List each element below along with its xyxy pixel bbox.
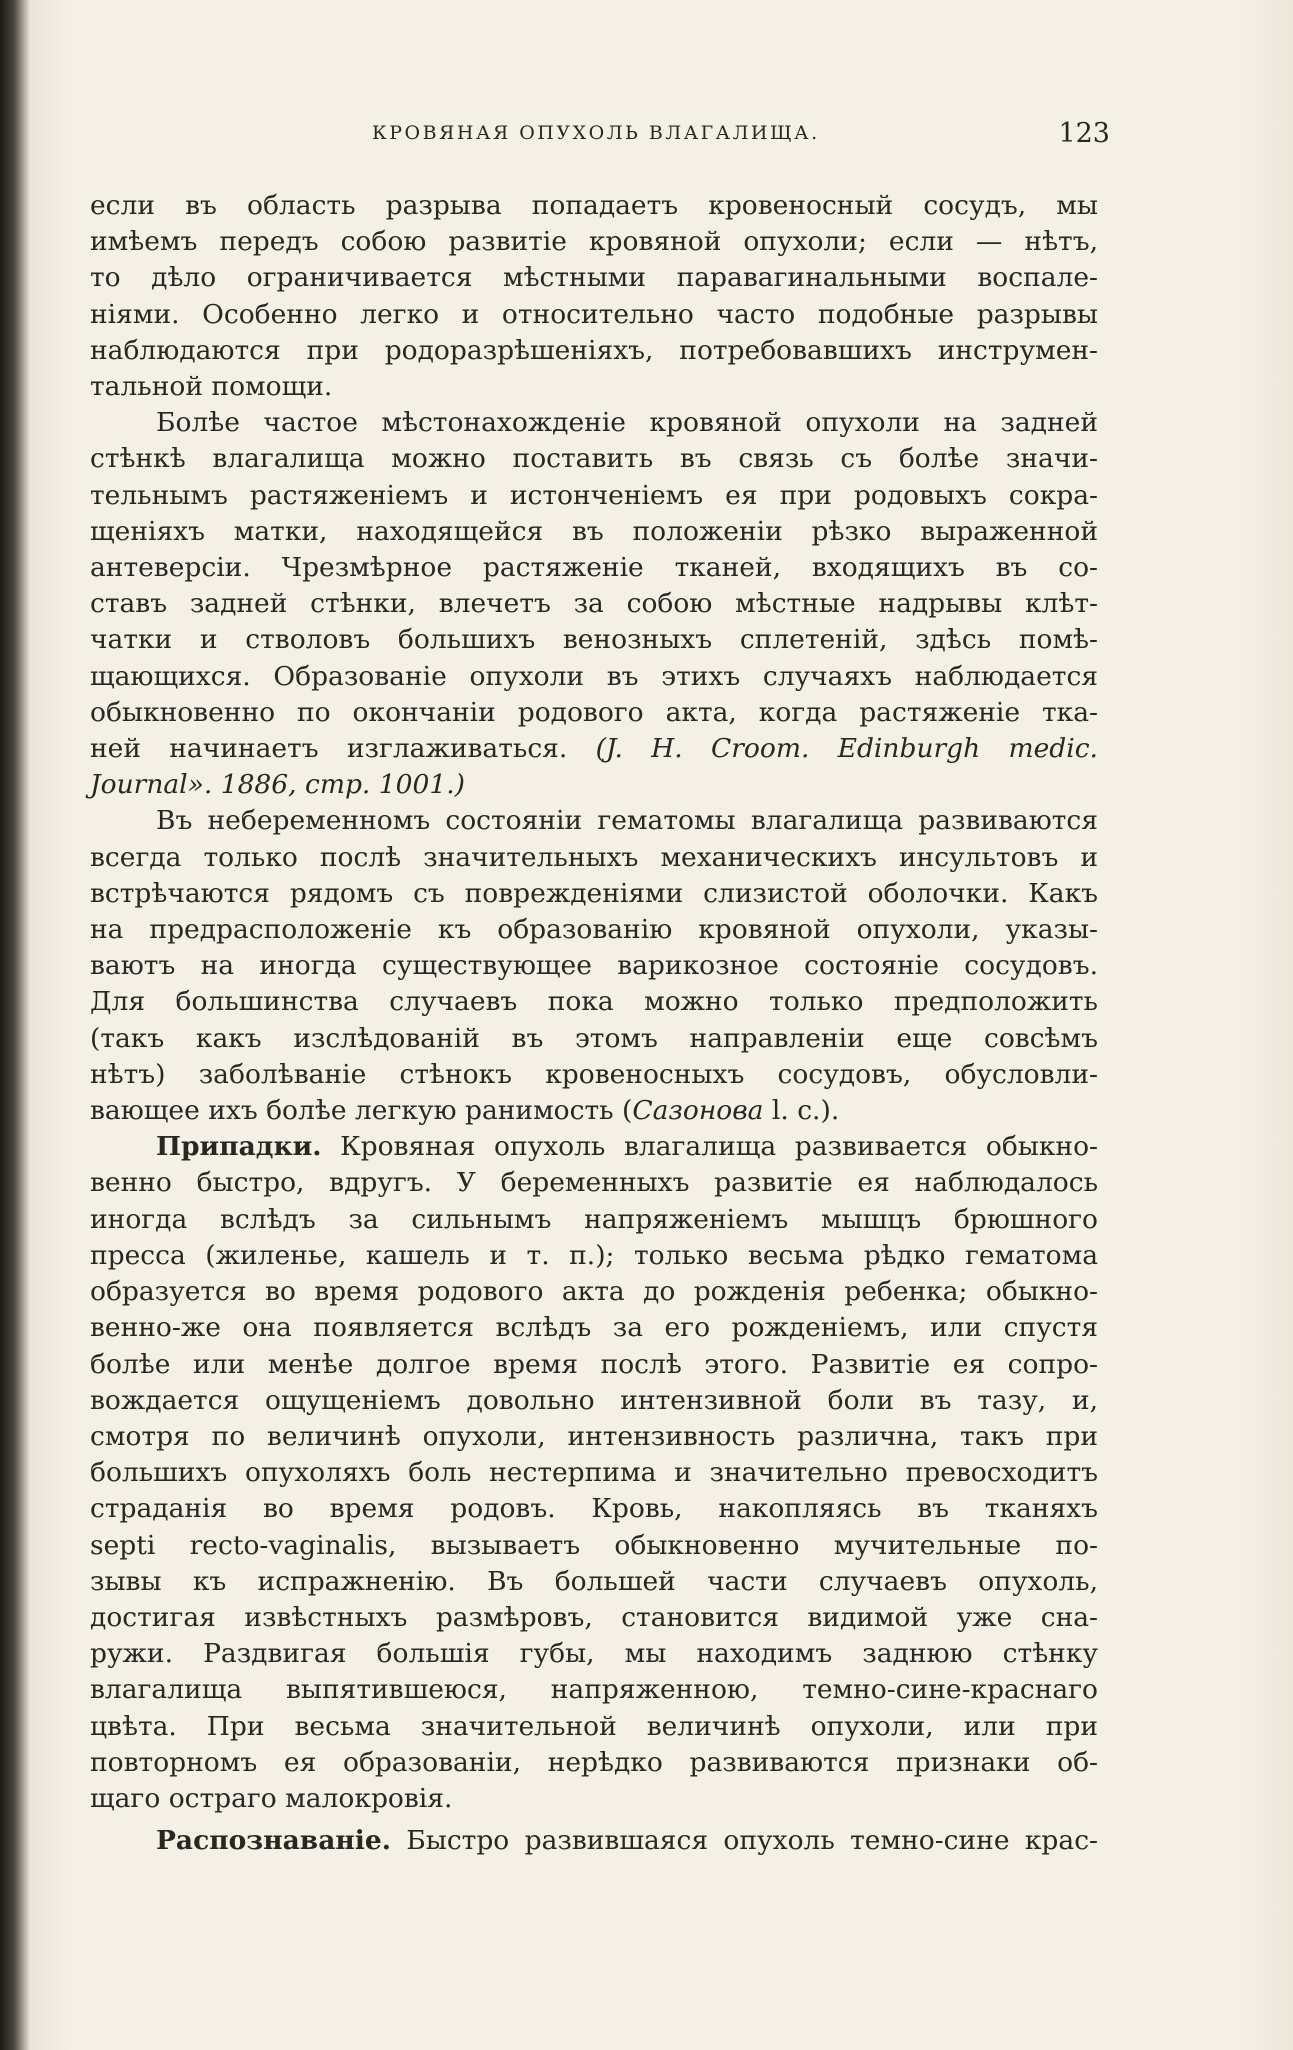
- text-line: обыкновенно по окончаніи родового акта, когда растяженіе тка-: [90, 696, 1098, 728]
- text-line: имѣемъ передъ собою развитіе кровяной опухоли; если — нѣтъ,: [90, 226, 1098, 258]
- text-line: венно-же она появляется вслѣдъ за его рожденіемъ, или спустя: [90, 1312, 1098, 1344]
- text-line: чатки и стволовъ большихъ венозныхъ сплетеній, здѣсь помѣ-: [90, 624, 1098, 656]
- text-line: ставъ задней стѣнки, влечетъ за собою мѣстные надрывы клѣт-: [90, 588, 1098, 620]
- text-line: щеніяхъ матки, находящейся въ положеніи рѣзко выраженной: [90, 515, 1098, 547]
- text-run: l. c.).: [763, 1095, 840, 1127]
- text-line: [90, 1823, 1098, 1859]
- section-heading: Припадки.: [156, 1131, 322, 1163]
- text-line: ваютъ на иногда существующее варикозное состояніе сосудовъ.: [90, 950, 1098, 982]
- text-line: наблюдаются при родоразрѣшеніяхъ, потребовавшихъ инструмен-: [90, 334, 1098, 366]
- text-line: на предрасположеніе къ образованію кровяной опухоли, указы-: [90, 914, 1098, 946]
- text-line: Въ небеременномъ состояніи гематомы влагалища развиваются: [156, 805, 1098, 837]
- text-line: если въ область разрыва попадаетъ кровеносный сосудъ, мы: [90, 190, 1098, 221]
- citation: Journal». 1886, стр. 1001.): [90, 769, 465, 801]
- text-line: ніями. Особенно легко и относительно часто подобные разрывы: [90, 298, 1098, 330]
- section-heading: Распознаваніе.: [156, 1825, 391, 1857]
- text-line: антеверсіи. Чрезмѣрное растяженіе тканей, входящихъ въ со-: [90, 552, 1098, 584]
- text-line: Болѣе частое мѣстонахожденіе кровяной опухоли на задней: [156, 407, 1098, 439]
- text-line: нѣтъ) заболѣваніе стѣнокъ кровеносныхъ сосудовъ, обусловли-: [90, 1058, 1098, 1090]
- text-line: то дѣло ограничивается мѣстными паравагинальными воспале-: [90, 262, 1098, 294]
- paragraph-1: [90, 188, 1098, 405]
- text-line: повторномъ ея образованіи, нерѣдко развиваются признаки об-: [90, 1746, 1098, 1778]
- paragraph-3: [90, 803, 1098, 1129]
- text-line: щающихся. Образованіе опухоли въ этихъ случаяхъ наблюдается: [90, 660, 1098, 692]
- text-line: зывы къ испражненію. Въ большей части случаевъ опухоль,: [90, 1565, 1098, 1597]
- text-line: Для большинства случаевъ пока можно только предположить: [90, 986, 1098, 1018]
- paragraph-2: [90, 405, 1098, 803]
- text-line: болѣе или менѣе долгое время послѣ этого. Развитіе ея сопро-: [90, 1348, 1098, 1380]
- text-line: стѣнкѣ влагалища можно поставить въ связь съ болѣе значи-: [90, 443, 1098, 475]
- paragraph-5: [90, 1823, 1098, 1859]
- text-line: достигая извѣстныхъ размѣровъ, становится видимой уже сна-: [90, 1601, 1098, 1633]
- text-run: вающее ихъ болѣе легкую ранимость (: [90, 1095, 633, 1127]
- running-title: КРОВЯНАЯ ОПУХОЛЬ ВЛАГАЛИЩА.: [372, 122, 820, 144]
- body-text: [90, 188, 1098, 1859]
- text-line: пресса (жиленье, кашель и т. п.); только весьма рѣдко гематома: [90, 1239, 1098, 1271]
- text-line: вождается ощущеніемъ довольно интензивной боли въ тазу, и,: [90, 1384, 1098, 1416]
- page-header: [90, 118, 1110, 158]
- text-line: septi recto-vaginalis, вызываетъ обыкновенно мучительные по-: [90, 1529, 1098, 1561]
- text-line: [90, 731, 1098, 767]
- paragraph-4: [90, 1129, 1098, 1817]
- text-line: [90, 1129, 1098, 1165]
- text-run: Кровяная опухоль влагалища развивается обыкно-: [321, 1131, 1098, 1163]
- text-run: Быстро развившаяся опухоль темно-сине крас-: [390, 1825, 1098, 1857]
- text-line: ружи. Раздвигая большія губы, мы находимъ заднюю стѣнку: [90, 1638, 1098, 1670]
- text-line: влагалища выпятившеюся, напряженною, темно-сине-краснаго: [90, 1674, 1098, 1706]
- text-line: большихъ опухоляхъ боль нестерпима и значительно превосходитъ: [90, 1457, 1098, 1489]
- text-line: [90, 1093, 1098, 1129]
- page-number: 123: [1058, 118, 1110, 149]
- text-line: страданія во время родовъ. Кровь, накопляясь въ тканяхъ: [90, 1493, 1098, 1525]
- text-line: встрѣчаются рядомъ съ поврежденіями слизистой оболочки. Какъ: [90, 877, 1098, 909]
- text-line: цвѣта. При весьма значительной величинѣ опухоли, или при: [90, 1710, 1098, 1742]
- text-line: тальной помощи.: [90, 371, 333, 403]
- citation: (J. H. Croom. Edinburgh medic.: [595, 733, 1098, 765]
- text-line: образуется во время родового акта до рожденія ребенка; обыкно-: [90, 1276, 1098, 1308]
- text-run: ней начинаетъ изглаживаться.: [90, 733, 568, 765]
- citation: Сазонова: [632, 1095, 764, 1127]
- text-line: венно быстро, вдругъ. У беременныхъ развитіе ея наблюдалось: [90, 1167, 1098, 1199]
- text-line: (такъ какъ изслѣдованій въ этомъ направленіи еще совсѣмъ: [90, 1022, 1098, 1054]
- text-line: смотря по величинѣ опухоли, интензивность различна, такъ при: [90, 1420, 1098, 1452]
- text-line: щаго остраго малокровія.: [90, 1782, 453, 1814]
- text-line: всегда только послѣ значительныхъ механическихъ инсультовъ и: [90, 841, 1098, 873]
- text-line: иногда вслѣдъ за сильнымъ напряженіемъ мышцъ брюшного: [90, 1203, 1098, 1235]
- text-line: тельнымъ растяженіемъ и истонченіемъ ея при родовыхъ сокра-: [90, 479, 1098, 511]
